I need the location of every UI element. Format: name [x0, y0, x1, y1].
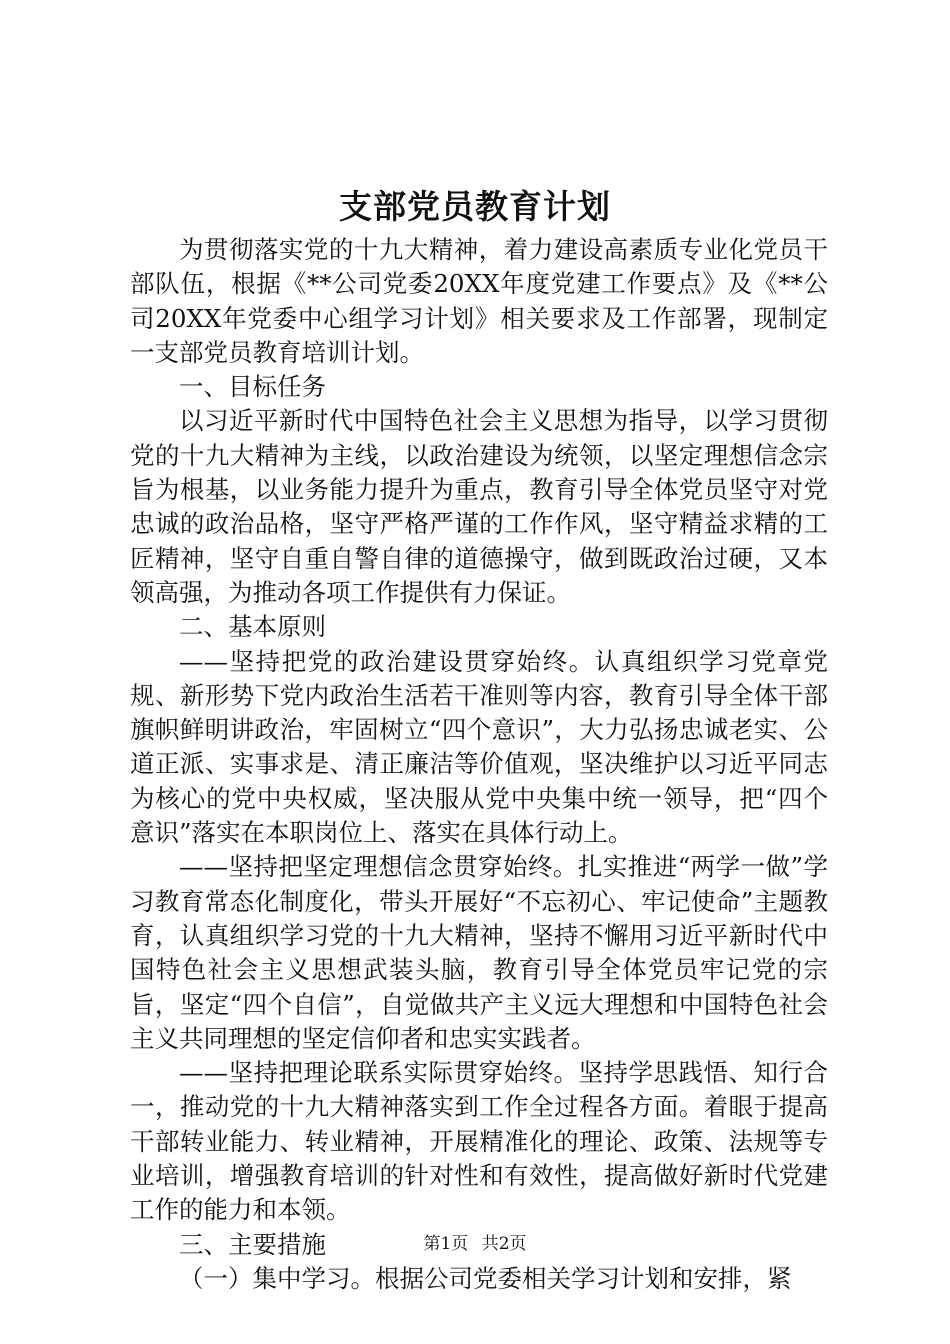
paragraph-goals: 以习近平新时代中国特色社会主义思想为指导，以学习贯彻党的十九大精神为主线，以政治建设为统领，以坚定理想信念宗旨为根基，以业务能力提升为重点，教育引导全体党员坚守对党忠诚的政治品格，坚守严格严谨的工作作风，坚守精益求精的工匠精神，坚守自重自警自律的道德操守，做到既政治过硬，又本领高强，为推动各项工作提供有力保证。 — [130, 406, 828, 607]
page-footer — [0, 1232, 950, 1256]
page-number: 第1页 — [423, 1234, 469, 1254]
document-title: 支部党员教育计划 — [339, 187, 611, 226]
paragraph-principle-3: ——坚持把理论联系实际贯穿始终。坚持学思践悟、知行合一，推动党的十九大精神落实到工作全过程各方面。着眼于提高干部转业能力、转业精神，开展精准化的理论、政策、法规等专业培训，增强教育培训的针对性和有效性，提高做好新时代党建工作的能力和本领。 — [130, 1058, 828, 1225]
paragraph-principle-2: ——坚持把坚定理想信念贯穿始终。扎实推进“两学一做”学习教育常态化制度化，带头开展好“不忘初心、牢记使命”主题教育，认真组织学习党的十九大精神，坚持不懈用习近平新时代中国特色社会主义思想武装头脑，教育引导全体党员牢记党的宗旨，坚定“四个自信”，自觉做共产主义远大理想和中国特色社会主义共同理想的坚定信仰者和忠实实践者。 — [130, 852, 828, 1053]
paragraph-principle-1: ——坚持把党的政治建设贯穿始终。认真组织学习党章党规、新形势下党内政治生活若干准则等内容，教育引导全体干部旗帜鲜明讲政治，牢固树立“四个意识”，大力弘扬忠诚老实、公道正派、实事求是、清正廉洁等价值观，坚决维护以习近平同志为核心的党中央权威，坚决服从党中央集中统一领导，把“四个意识”落实在本职岗位上、落实在具体行动上。 — [130, 646, 828, 848]
document-body — [130, 233, 828, 1296]
section-heading-principles: 二、基本原则 — [179, 612, 326, 642]
section-heading-measures: 三、主要措施 — [179, 1229, 326, 1259]
page-total: 共2页 — [481, 1234, 527, 1254]
paragraph-intro: 为贯彻落实党的十九大精神，着力建设高素质专业化党员干部队伍，根据《**公司党委20XX年度党建工作要点》及《**公司20XX年党委中心组学习计划》相关要求及工作部署，现制定一支部党员教育培训计划。 — [130, 235, 828, 367]
section-heading-goals: 一、目标任务 — [179, 372, 326, 402]
paragraph-measure-1: （一）集中学习。根据公司党委相关学习计划和安排，紧 — [179, 1263, 792, 1293]
